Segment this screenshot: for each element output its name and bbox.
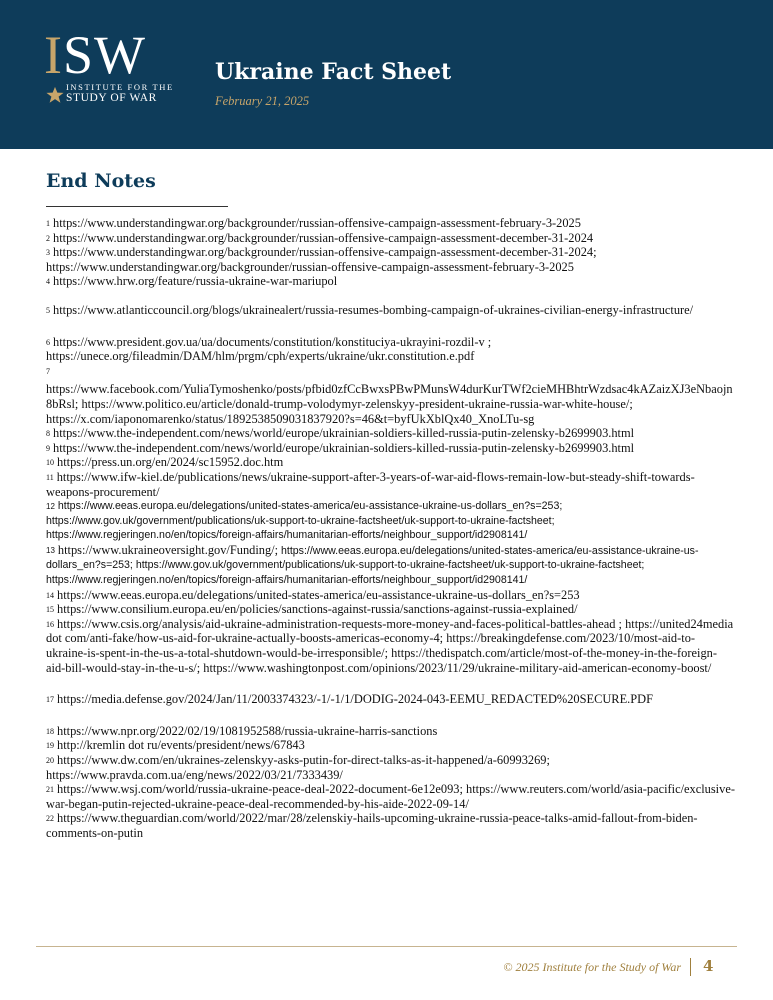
endnote-3[interactable]	[46, 245, 736, 274]
footnote-rule	[46, 206, 228, 207]
logo-tagline	[66, 82, 174, 105]
endnote-link[interactable]: http://kremlin dot ru/events/president/news/67843	[57, 738, 305, 753]
endnote-19[interactable]	[46, 738, 736, 753]
endnote-22[interactable]	[46, 811, 736, 840]
endnote-16[interactable]	[46, 617, 736, 675]
endnote-link[interactable]: https://www.facebook.com/YuliaTymoshenko/posts/pfbid0zfCcBwxsPBwPMunsW4durKurTWf2cieMHBhtrWzdsac4kAZaizXJ3eNbaojn8bRsl; https://www.politico.eu/article/donald-trump-volodymyr-zelenskyy-president-ukraine-russia-war-white-house/; https://x.com/iaponomarenko/status/1892538509031837920?s=46&t=byfUkXblQx40_XnoLTu-sg	[46, 382, 733, 426]
footer-copyright: © 2025 Institute for the Study of War	[503, 960, 681, 974]
endnote-link[interactable]: https://www.understandingwar.org/backgrounder/russian-offensive-campaign-assessment-february-3-2025	[53, 216, 581, 230]
endnote-number: 15	[46, 605, 54, 615]
star-icon	[46, 86, 64, 104]
endnote-link[interactable]: https://press.un.org/en/2024/sc15952.doc.htm	[57, 455, 284, 470]
endnote-number: 9	[46, 443, 50, 453]
endnote-number: 18	[46, 726, 54, 736]
endnote-link[interactable]: https://www.npr.org/2022/02/19/1081952588/russia-ukraine-harris-sanctions	[57, 723, 438, 738]
endnote-5[interactable]	[46, 303, 736, 318]
endnote-link[interactable]: https://www.wsj.com/world/russia-ukraine-peace-deal-2022-document-6e12e093; https://www.reuters.com/world/asia-pacific/exclusive-war-began-putin-rejected-ukraine-peace-deal-recommended-by-his-aide-2022-09-14/	[46, 782, 735, 811]
endnote-number: 19	[46, 741, 54, 751]
endnote-number: 10	[46, 458, 54, 468]
endnote-17[interactable]	[46, 692, 736, 707]
endnote-link[interactable]: https://www.atlanticcouncil.org/blogs/ukrainealert/russia-resumes-bombing-campaign-of-ukraines-civilian-energy-infrastructure/	[53, 302, 694, 317]
endnote-link[interactable]: https://www.consilium.europa.eu/en/policies/sanctions-against-russia/sanctions-against-russia-explained/	[57, 602, 578, 617]
endnote-number: 14	[46, 590, 54, 600]
endnote-11[interactable]	[46, 470, 736, 499]
endnote-number: 16	[46, 619, 54, 629]
endnote-number: 2	[46, 233, 50, 243]
endnote-number: 3	[46, 248, 50, 258]
endnote-link[interactable]: https://www.hrw.org/feature/russia-ukraine-war-mariupol	[53, 274, 338, 289]
endnote-1[interactable]	[46, 216, 736, 231]
header-banner	[0, 0, 773, 149]
footer-separator	[690, 958, 691, 976]
endnote-link[interactable]: https://www.understandingwar.org/backgrounder/russian-offensive-campaign-assessment-december-31-2024	[53, 230, 594, 245]
endnote-number: 7	[46, 366, 50, 376]
endnote-6[interactable]	[46, 335, 736, 364]
footer-rule	[36, 946, 737, 947]
endnote-number: 1	[46, 219, 50, 228]
endnote-number: 17	[46, 695, 54, 705]
endnote-7[interactable]	[46, 364, 736, 426]
endnote-number: 22	[46, 814, 54, 824]
page-title: Ukraine Fact Sheet	[215, 59, 452, 85]
endnote-link[interactable]: https://www.ukraineoversight.gov/Funding/;	[57, 542, 279, 557]
endnote-link[interactable]: https://www.understandingwar.org/backgrounder/russian-offensive-campaign-assessment-december-31-2024; https://www.understandingwar.org/backgrounder/russian-offensive-campaign-assessment-february-3-2025	[46, 245, 597, 274]
endnote-18[interactable]	[46, 724, 736, 739]
endnote-4[interactable]	[46, 274, 736, 289]
section-title: End Notes	[46, 170, 156, 192]
endnote-number: 12	[46, 502, 55, 512]
endnote-link[interactable]: https://www.the-independent.com/news/world/europe/ukrainian-soldiers-killed-russia-putin-zelensky-b2699903.html	[53, 426, 635, 441]
endnote-8[interactable]	[46, 426, 736, 441]
endnote-number: 5	[46, 305, 50, 315]
endnote-link[interactable]: https://www.dw.com/en/ukraines-zelenskyy-asks-putin-for-direct-talks-as-it-happened/a-60993269; https://www.pravda.com.ua/eng/news/2022/03/21/7333439/	[46, 753, 550, 782]
endnote-number: 11	[46, 472, 54, 482]
endnote-number: 21	[46, 785, 54, 795]
endnote-number: 4	[46, 277, 50, 287]
endnote-number: 8	[46, 429, 50, 439]
endnote-link[interactable]: https://media.defense.gov/2024/Jan/11/2003374323/-1/-1/1/DODIG-2024-043-EEMU_REDACTED%20SECURE.PDF	[57, 692, 653, 707]
endnote-21[interactable]	[46, 782, 736, 811]
endnotes-list	[46, 216, 736, 841]
page-number: 4	[703, 957, 714, 975]
endnote-9[interactable]	[46, 441, 736, 456]
logo-line-1: INSTITUTE FOR THE	[66, 82, 174, 92]
endnote-link[interactable]: https://www.president.gov.ua/ua/documents/constitution/konstituciya-ukrayini-rozdil-v ; https://unece.org/fileadmin/DAM/hlm/prgm/cph/experts/ukraine/ukr.constitution.e.pdf	[46, 334, 492, 364]
logo-mark: ISW	[44, 25, 146, 85]
endnote-link[interactable]: https://www.csis.org/analysis/aid-ukraine-administration-requests-more-money-and-faces-political-battles-ahead ; https://united24media dot com/anti-fake/how-us-aid-for-ukraine-actually-boosts-americas-economy-4; https://breakingdefense.com/2023/10/most-aid-to-ukraine-is-spent-in-the-us-a-total-shutdown-would-be-irresponsible/; https://thedispatch.com/article/most-of-the-money-in-the-foreign-aid-bill-would-stay-in-the-u-s/; https://www.washingtonpost.com/opinions/2023/11/29/ukraine-military-aid-american-economy-boost/	[46, 616, 734, 675]
endnote-12[interactable]	[46, 499, 736, 543]
endnote-2[interactable]	[46, 231, 736, 246]
endnote-14[interactable]	[46, 588, 736, 603]
endnote-number: 13	[46, 545, 55, 555]
endnote-number: 20	[46, 756, 54, 765]
endnote-link[interactable]: https://www.ifw-kiel.de/publications/news/ukraine-support-after-3-years-of-war-aid-flows-remain-low-but-steady-shift-towards-weapons-procurement/	[46, 469, 695, 499]
endnote-link[interactable]: https://www.the-independent.com/news/world/europe/ukrainian-soldiers-killed-russia-putin-zelensky-b2699903.html	[53, 440, 635, 455]
isw-logo[interactable]	[44, 25, 194, 112]
endnote-link[interactable]: https://www.eeas.europa.eu/delegations/united-states-america/eu-assistance-ukraine-us-dollars_en?s=253; https://www.gov.uk/government/publications/uk-support-to-ukraine-factsheet/uk-support-to-ukraine-factsheet; https://www.regjeringen.no/en/topics/foreign-affairs/humanitarian-efforts/neighbour_support/id2908141/	[46, 544, 699, 587]
endnote-link[interactable]: https://www.eeas.europa.eu/delegations/united-states-america/eu-assistance-ukraine-us-dollars_en?s=253	[57, 587, 580, 602]
endnote-13[interactable]	[46, 543, 736, 588]
endnote-link[interactable]: https://www.eeas.europa.eu/delegations/united-states-america/eu-assistance-ukraine-us-dollars_en?s=253; https://www.gov.uk/government/publications/uk-support-to-ukraine-factsheet/uk-support-to-ukraine-factsheet; https://www.regjeringen.no/en/topics/foreign-affairs/humanitarian-efforts/neighbour_support/id2908141/	[46, 500, 563, 542]
endnote-10[interactable]	[46, 455, 736, 470]
endnote-20[interactable]	[46, 753, 736, 782]
logo-line-2: STUDY OF WAR	[66, 92, 157, 104]
endnote-link[interactable]: https://www.theguardian.com/world/2022/mar/28/zelenskiy-hails-upcoming-ukraine-russia-peace-talks-amid-fallout-from-biden-comments-on-putin	[46, 811, 698, 840]
publication-date: February 21, 2025	[215, 94, 310, 108]
endnote-15[interactable]	[46, 602, 736, 617]
endnote-number: 6	[46, 337, 50, 347]
